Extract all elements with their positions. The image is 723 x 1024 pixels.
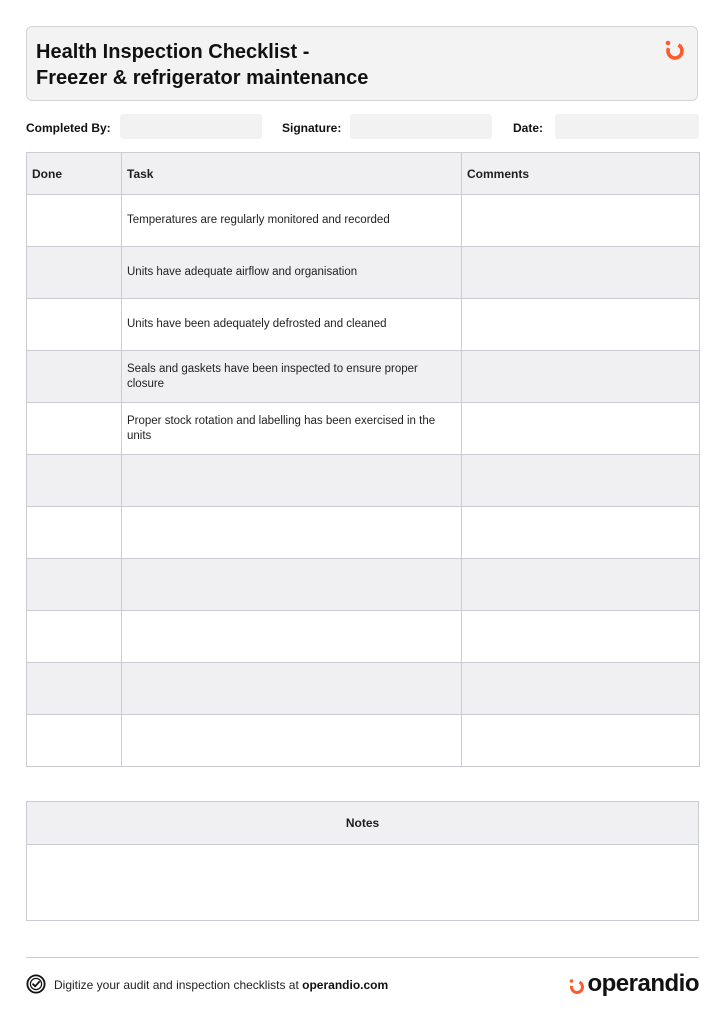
notes-field[interactable] — [27, 845, 698, 921]
task-cell[interactable] — [122, 507, 462, 559]
table-row — [27, 611, 700, 663]
footer-text: Digitize your audit and inspection checklists at — [54, 978, 299, 992]
task-cell[interactable] — [122, 663, 462, 715]
task-cell: Seals and gaskets have been inspected to ensure proper closure — [122, 351, 462, 403]
table-row — [27, 663, 700, 715]
task-column-header: Task — [122, 153, 462, 195]
done-column-header: Done — [27, 153, 122, 195]
task-cell: Units have adequate airflow and organisation — [122, 247, 462, 299]
operandio-brand — [568, 970, 699, 998]
comments-cell[interactable] — [462, 351, 700, 403]
task-cell: Units have been adequately defrosted and cleaned — [122, 299, 462, 351]
task-cell[interactable] — [122, 715, 462, 767]
signature-label: Signature: — [282, 121, 342, 135]
page-title — [36, 39, 368, 91]
done-cell[interactable] — [27, 299, 122, 351]
table-header-row — [27, 153, 700, 195]
done-cell[interactable] — [27, 247, 122, 299]
comments-cell[interactable] — [462, 507, 700, 559]
operandio-logo-icon — [663, 38, 687, 62]
comments-cell[interactable] — [462, 611, 700, 663]
comments-cell[interactable] — [462, 299, 700, 351]
comments-cell[interactable] — [462, 403, 700, 455]
done-cell[interactable] — [27, 663, 122, 715]
checklist-table — [26, 152, 700, 767]
task-cell[interactable] — [122, 611, 462, 663]
footer-message — [54, 978, 388, 992]
task-cell: Proper stock rotation and labelling has been exercised in the units — [122, 403, 462, 455]
check-circle-icon — [26, 974, 46, 994]
footer-divider — [26, 957, 699, 958]
table-row — [27, 455, 700, 507]
brand-name: operandio — [587, 970, 699, 997]
done-cell[interactable] — [27, 351, 122, 403]
page-title-line-1: Health Inspection Checklist - — [36, 41, 310, 63]
comments-cell[interactable] — [462, 663, 700, 715]
date-field[interactable] — [555, 114, 699, 139]
comments-cell[interactable] — [462, 195, 700, 247]
operandio-logo-icon — [568, 977, 586, 995]
task-cell[interactable] — [122, 559, 462, 611]
table-row — [27, 715, 700, 767]
date-label: Date: — [513, 121, 544, 135]
table-row — [27, 195, 700, 247]
completed-by-label: Completed By: — [26, 121, 111, 135]
task-cell[interactable] — [122, 455, 462, 507]
done-cell[interactable] — [27, 403, 122, 455]
notes-header — [27, 802, 698, 845]
table-row — [27, 299, 700, 351]
notes-label: Notes — [345, 816, 380, 830]
completed-by-field[interactable] — [120, 114, 262, 139]
table-row — [27, 507, 700, 559]
comments-column-header: Comments — [462, 153, 700, 195]
comments-cell[interactable] — [462, 455, 700, 507]
comments-cell[interactable] — [462, 559, 700, 611]
table-row — [27, 559, 700, 611]
comments-cell[interactable] — [462, 247, 700, 299]
checklist-header — [26, 26, 698, 101]
done-cell[interactable] — [27, 715, 122, 767]
task-cell: Temperatures are regularly monitored and recorded — [122, 195, 462, 247]
done-cell[interactable] — [27, 559, 122, 611]
table-row — [27, 403, 700, 455]
signature-field[interactable] — [350, 114, 492, 139]
done-cell[interactable] — [27, 611, 122, 663]
done-cell[interactable] — [27, 507, 122, 559]
footer-link[interactable]: operandio.com — [302, 978, 389, 992]
comments-cell[interactable] — [462, 715, 700, 767]
done-cell[interactable] — [27, 195, 122, 247]
done-cell[interactable] — [27, 455, 122, 507]
table-row — [27, 351, 700, 403]
notes-section — [26, 801, 699, 921]
page-title-line-2: Freezer & refrigerator maintenance — [36, 67, 369, 89]
table-row — [27, 247, 700, 299]
